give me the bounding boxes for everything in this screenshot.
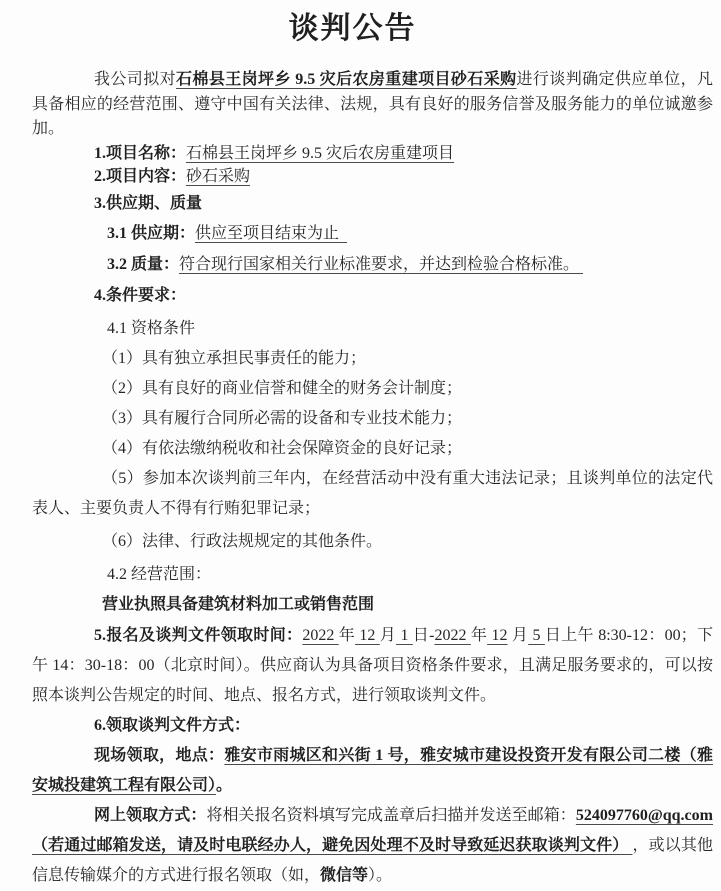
text-run: 2.项目内容： [94,167,187,185]
document-page [0,8,721,889]
item-3-1-supply-period [32,221,713,247]
text-run: 6.领取谈判文件方式： [94,716,251,734]
text-run: 日- [412,626,435,644]
text-run: 将相关报名资料填写完成盖章后扫描并发送至邮箱： [206,806,576,824]
quality-value: 符合现行国家相关行业标准要求，并达到检验合格标准。 [179,255,584,273]
item-1-project-name [32,142,713,165]
text-run: 4.2 经营范围： [107,565,212,583]
text-run: （6）法律、行政法规规定的其他条件。 [102,532,383,550]
condition-2 [32,374,713,404]
text-run: （4）有依法缴纳税收和社会保障资金的良好记录； [102,439,463,457]
text-run: 网上领取方式： [94,806,207,824]
text-run: 3.1 供应期： [107,224,196,242]
document-body [32,8,713,891]
text-run: （1）具有独立承担民事责任的能力； [102,349,367,367]
text-run: ）。 [368,866,393,884]
text-run: 日上午 8:30-12：00；下午 14：30-18：00（北京时间）。供应商认为具备项目资格条件要求，且满足服务要求的，可以按照本谈判公告规定的时间、地点、报名方式，进行领取谈判文件。 [32,626,714,704]
item-5-registration-time [32,621,713,711]
item-6-collection-method [32,711,713,741]
end-day: 5 [528,626,545,644]
email-address: 524097760@qq.com [575,806,713,824]
item-2-project-content [32,165,713,188]
text-run: 现场领取，地点： [94,746,225,764]
text-run: 3.供应期、质量 [94,194,203,212]
doc-title [32,8,673,50]
item-3-2-quality [32,252,713,278]
text-run: （3）具有履行合同所必需的设备和专业技术能力； [102,409,463,427]
condition-6 [32,527,713,557]
item-4-requirements [32,283,713,309]
condition-3 [32,404,713,434]
text-run: 3.2 质量： [107,255,180,273]
text-run: （5）参加本次谈判前三年内，在经营活动中没有重大违法记录；且谈判单位的法定代表人、主要负责人不得有行贿犯罪记录； [32,469,713,517]
start-month: 12 [355,626,380,644]
item-4-2-business-scope [32,560,713,590]
project-full-name: 石棉县王岗坪乡 9.5 灾后农房重建项目砂石采购 [176,71,517,88]
onsite-address: 雅安市雨城区和兴街 1 号，雅安城市建设投资开发有限公司二楼（雅安城投建筑工程有限公司） [32,746,713,794]
item-3-supply-quality [32,192,713,216]
text-run: 年 [470,626,488,644]
text-run: 4.条件要求： [94,286,187,304]
text-run: 进行谈判确定供应单位，凡具备相应的经营范围、遵守中国有关法律、法规，具有良好的服务信誉及服务能力的单位诚邀参加。 [32,71,713,137]
text-run: 我公司拟对 [94,71,177,88]
text-run: 月 [507,626,529,644]
start-year: 2022 [302,626,339,644]
end-year: 2022 [434,626,471,644]
text-run: （2）具有良好的商业信誉和健全的财务会计制度； [102,379,463,397]
condition-1 [32,344,713,374]
wechat-mention: 微信等 [320,866,369,884]
business-scope-value [32,590,713,620]
condition-4 [32,434,713,464]
text-run: ，或以其他信息传输媒介的方式进行报名领取（如， [32,836,713,884]
project-name-value: 石棉县王岗坪乡 9.5 灾后农房重建项目 [186,144,455,162]
start-day: 1 [396,626,413,644]
text-run: 营业执照具备建筑材料加工或销售范围 [102,595,375,613]
condition-5 [32,464,713,524]
text-run: 4.1 资格条件 [107,319,196,337]
onsite-collection [32,741,713,801]
intro-paragraph [32,68,713,142]
text-run: 月 [379,626,397,644]
text-run: 1.项目名称： [94,144,187,162]
online-collection [32,801,713,891]
end-month: 12 [487,626,508,644]
text-run: 。 [216,776,233,794]
email-notice: （若通过邮箱发送，请及时电联经办人，避免因处理不及时导致延迟获取谈判文件） [32,836,633,854]
text-run: 5.报名及谈判文件领取时间： [94,626,303,644]
project-content-value: 砂石采购 [186,167,251,185]
supply-period-value: 供应至项目结束为止 [195,224,348,242]
text-run: 谈判公告 [288,12,417,45]
text-run: 年 [338,626,356,644]
item-4-1-qualification [32,314,713,344]
